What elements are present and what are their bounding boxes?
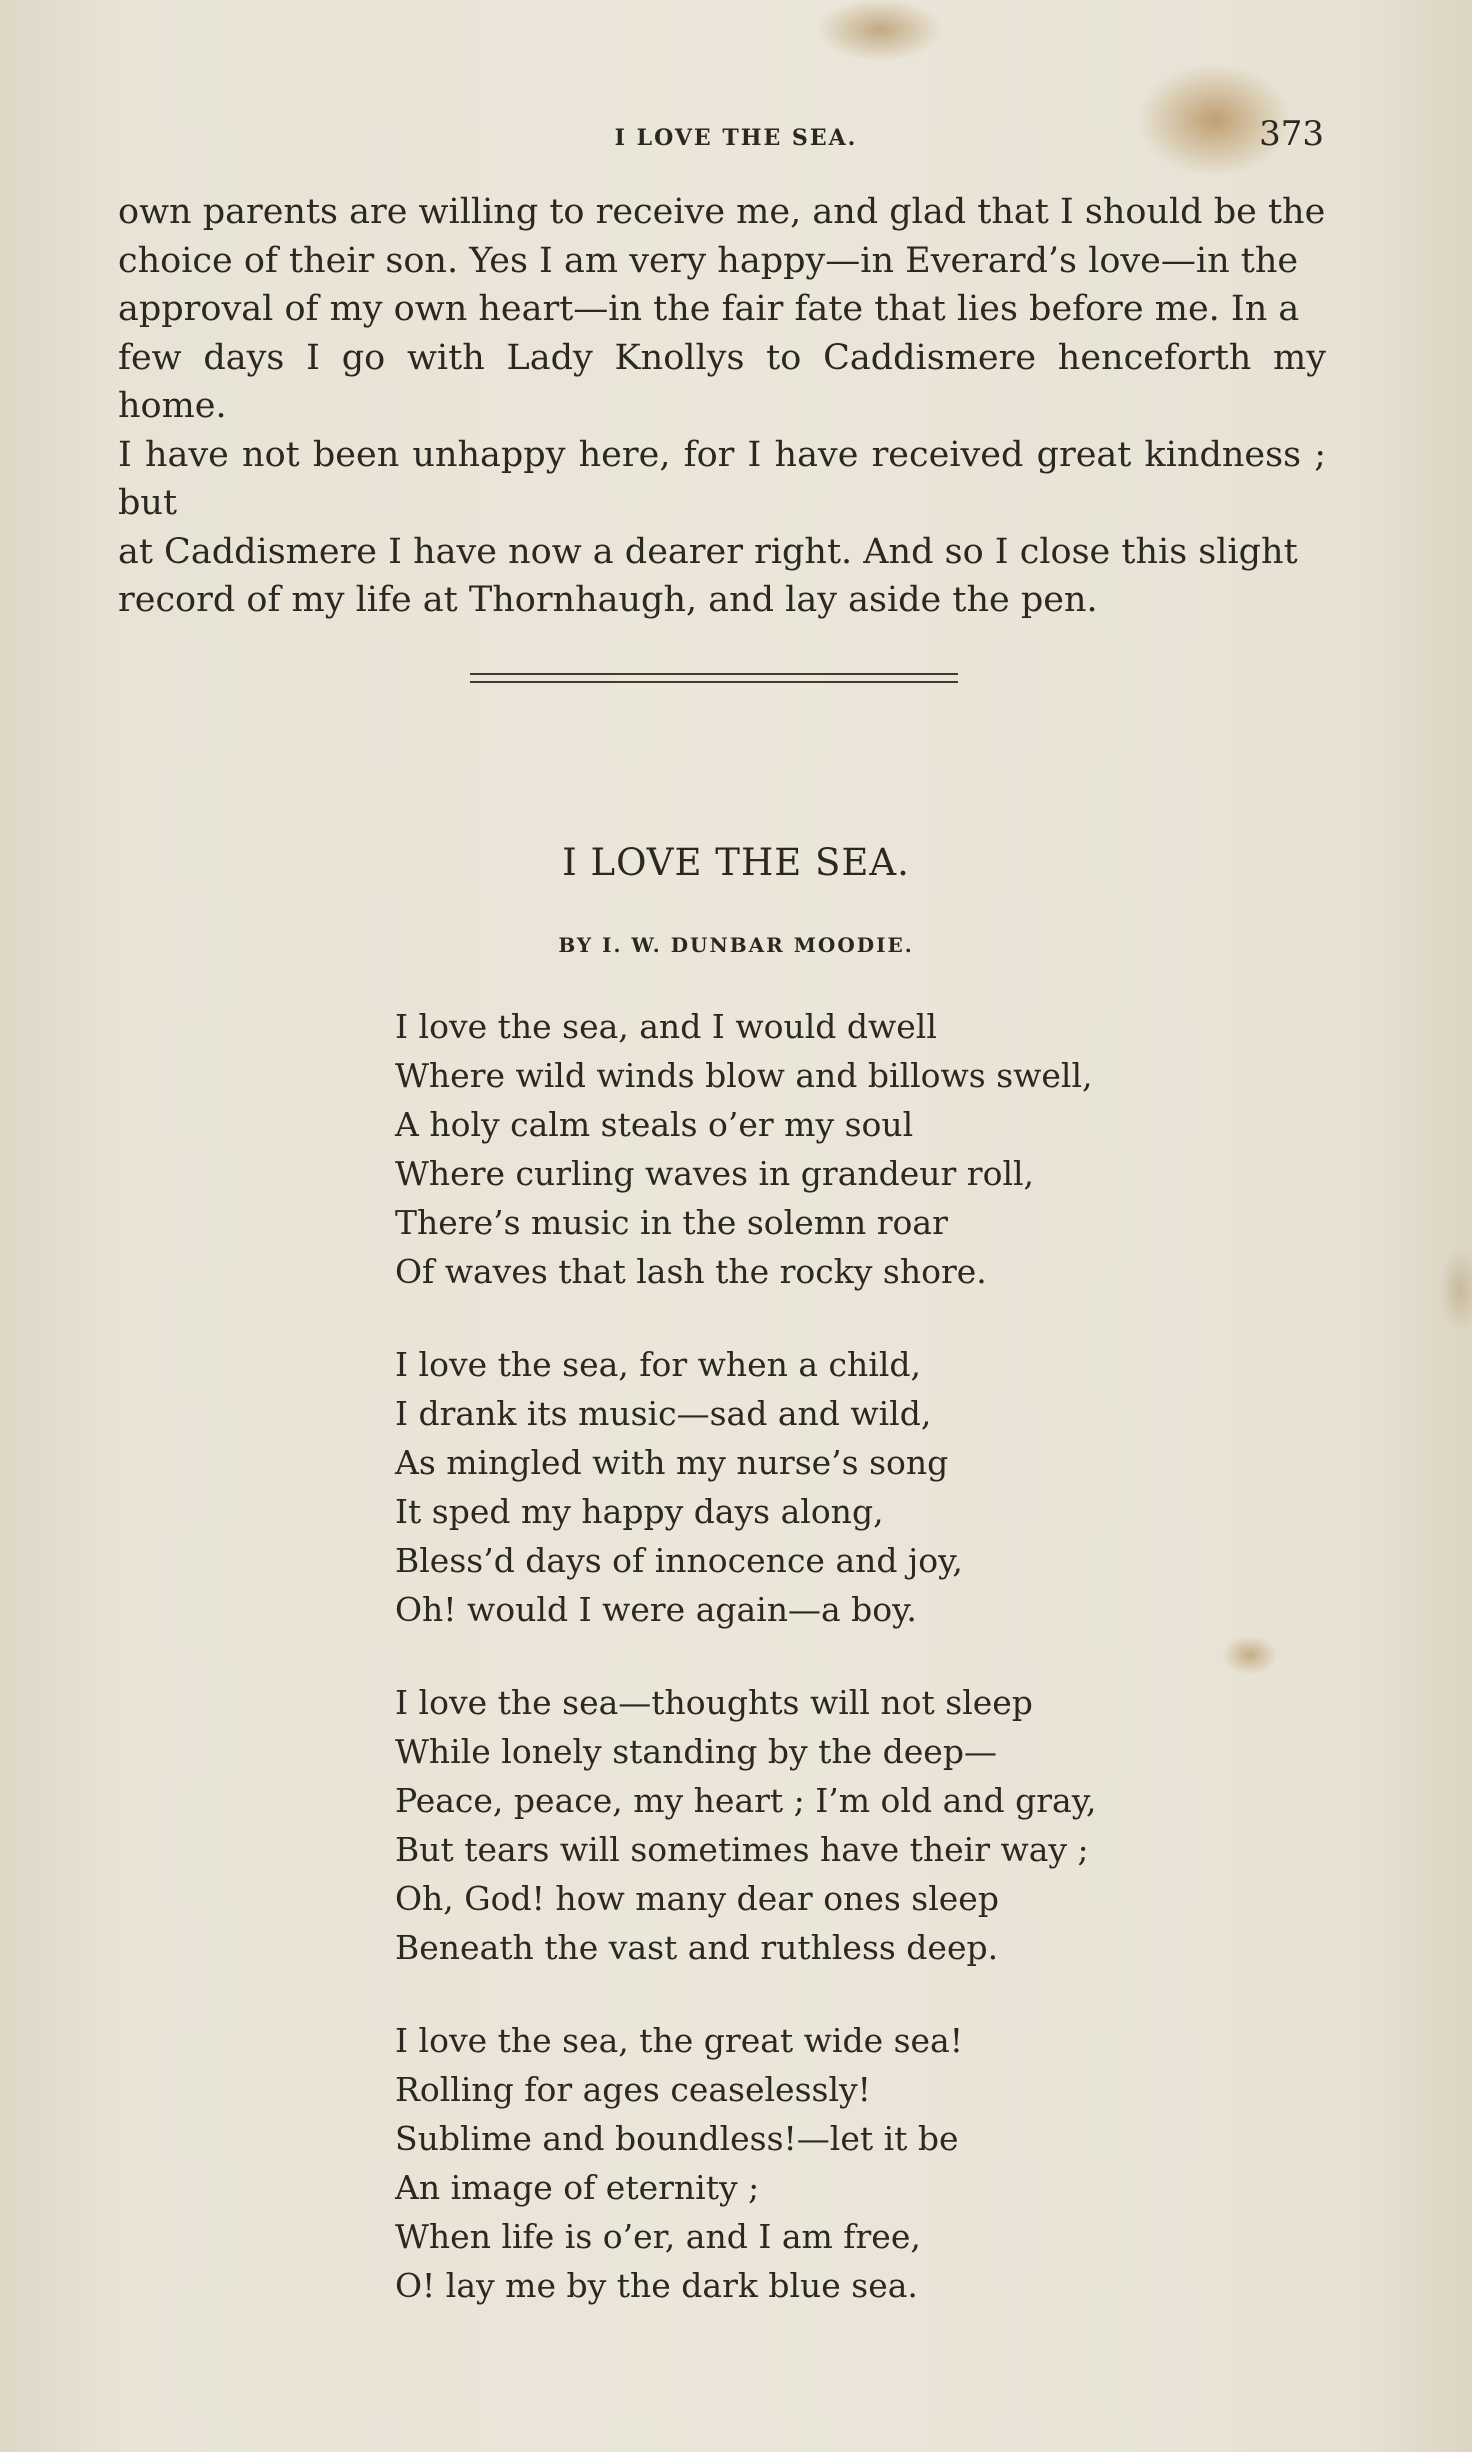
- verse-line: I drank its music—sad and wild,: [395, 1394, 932, 1433]
- verse-line: I love the sea, for when a child,: [395, 1345, 922, 1384]
- verse-line: Peace, peace, my heart ; I’m old and gray,: [395, 1781, 1097, 1820]
- verse-line: Bless’d days of innocence and joy,: [395, 1541, 963, 1580]
- verse-line: Oh! would I were again—a boy.: [395, 1590, 917, 1629]
- page-number: 373: [1259, 114, 1324, 154]
- prose-line: choice of their son. Yes I am very happy—in Everard’s love—in the: [118, 240, 1299, 281]
- verse-line: There’s music in the solemn roar: [395, 1203, 948, 1242]
- running-head-title: I LOVE THE SEA.: [614, 125, 858, 151]
- prose-line: own parents are willing to receive me, and glad that I should be the: [118, 192, 1326, 232]
- prose-line: approval of my own heart—in the fair fate that lies before me. In a: [118, 289, 1300, 329]
- divider-line: [470, 681, 958, 683]
- verse-line: While lonely standing by the deep—: [395, 1732, 997, 1771]
- running-head: [0, 114, 1472, 158]
- stanza-4: [395, 2016, 1195, 2310]
- section-divider: [470, 673, 958, 683]
- verse-line: When life is o’er, and I am free,: [395, 2217, 921, 2256]
- verse-line: Where wild winds blow and billows swell,: [395, 1056, 1093, 1095]
- verse-line: I love the sea—thoughts will not sleep: [395, 1683, 1033, 1722]
- prose-line: at Caddismere I have now a dearer right. And so I close this slight: [118, 531, 1298, 572]
- stanza-2: [395, 1340, 1195, 1634]
- verse-line: Beneath the vast and ruthless deep.: [395, 1928, 999, 1967]
- verse-line: Where curling waves in grandeur roll,: [395, 1154, 1035, 1193]
- divider-line: [470, 673, 958, 675]
- stanza-3: [395, 1678, 1195, 1972]
- poem-byline: BY I. W. DUNBAR MOODIE.: [558, 933, 914, 957]
- verse-line: It sped my happy days along,: [395, 1492, 884, 1531]
- poem-body: [395, 1002, 1195, 2354]
- prose-line: I have not been unhappy here, for I have received great kindness ; but: [118, 434, 1326, 523]
- verse-line: Rolling for ages ceaselessly!: [395, 2070, 871, 2109]
- verse-line: Sublime and boundless!—let it be: [395, 2119, 959, 2158]
- verse-line: An image of eternity ;: [395, 2168, 760, 2207]
- verse-line: A holy calm steals o’er my soul: [395, 1105, 914, 1144]
- prose-paragraph: [118, 188, 1326, 625]
- verse-line: Oh, God! how many dear ones sleep: [395, 1879, 999, 1918]
- poem-title: I LOVE THE SEA.: [562, 841, 910, 884]
- verse-line: I love the sea, and I would dwell: [395, 1007, 937, 1046]
- verse-line: But tears will sometimes have their way ;: [395, 1830, 1089, 1869]
- prose-line: few days I go with Lady Knollys to Caddismere henceforth my home.: [118, 337, 1326, 426]
- prose-line: record of my life at Thornhaugh, and lay aside the pen.: [118, 580, 1098, 620]
- stanza-1: [395, 1002, 1195, 1296]
- verse-line: O! lay me by the dark blue sea.: [395, 2266, 918, 2305]
- verse-line: I love the sea, the great wide sea!: [395, 2021, 963, 2060]
- verse-line: Of waves that lash the rocky shore.: [395, 1252, 987, 1291]
- verse-line: As mingled with my nurse’s song: [395, 1443, 949, 1482]
